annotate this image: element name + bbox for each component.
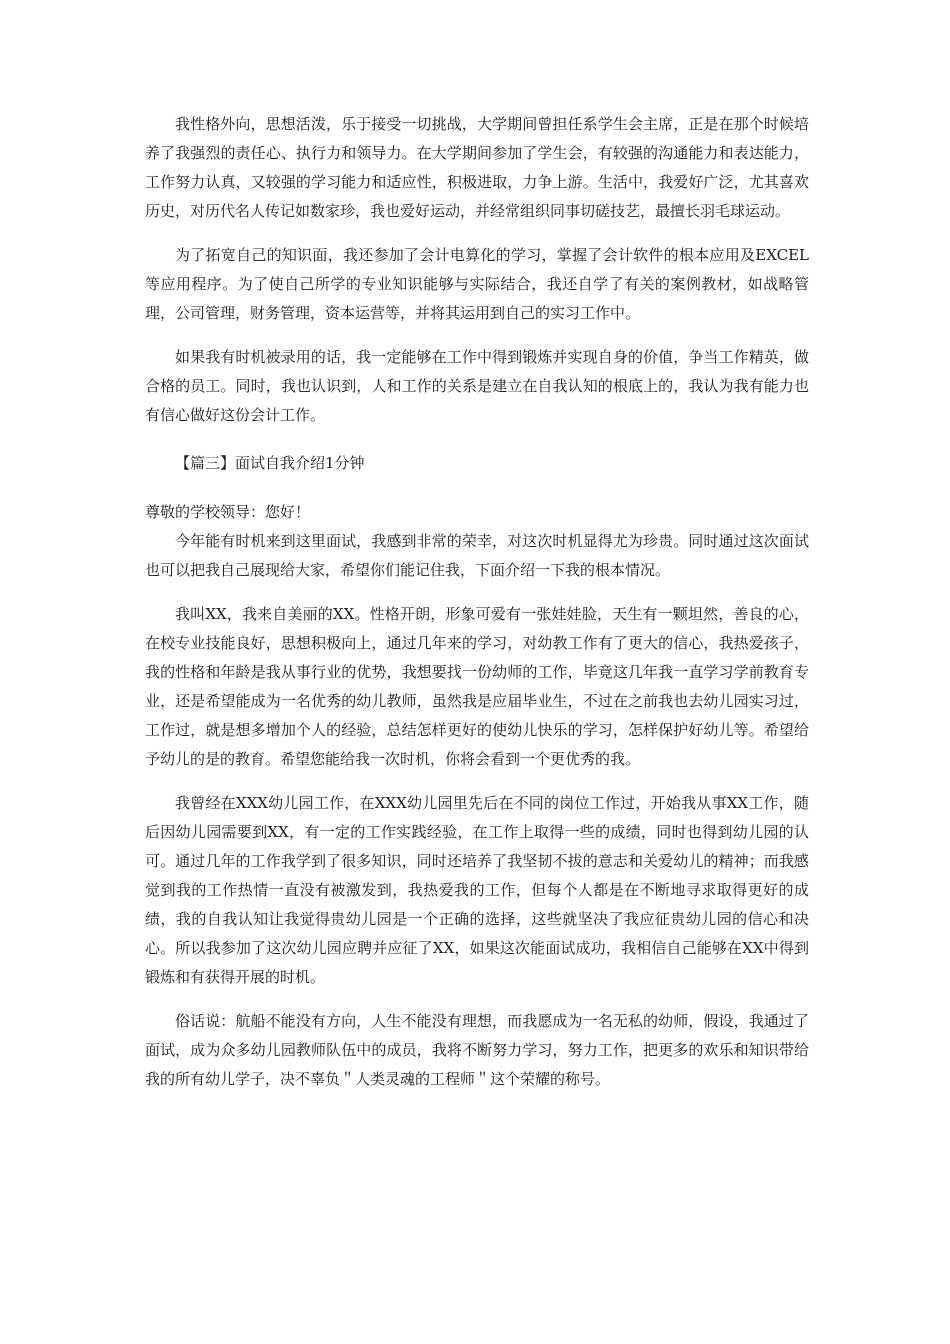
paragraph-personality: 我性格外向，思想活泼，乐于接受一切挑战，大学期间曾担任系学生会主席，正是在那个时候培养了我强烈的责任心、执行力和领导力。在大学期间参加了学生会，有较强的沟通能力和表达能力，工作努力认真，又较强的学习能力和适应性，积极进取，力争上游。生活中，我爱好广泛，尤其喜欢历史，对历代名人传记如数家珍，我也爱好运动，并经常组织同事切磋技艺，最擅长羽毛球运动。 xyxy=(145,115,809,220)
paragraph-intro: 今年能有时机来到这里面试，我感到非常的荣幸，对这次时机显得尤为珍贵。同时通过这次面试也可以把我自己展现给大家，希望你们能记住我，下面介绍一下我的根本情况。 xyxy=(145,532,809,579)
section-heading: 【篇三】面试自我介绍1分钟 xyxy=(175,454,365,472)
paragraph-knowledge: 为了拓宽自己的知识面，我还参加了会计电算化的学习，掌握了会计软件的根本应用及EXCEL等应用程序。为了使自己所学的专业知识能够与实际结合，我还自学了有关的案例教材，如战略管理，公司管理，财务管理，资本运营等，并将其运用到自己的实习工作中。 xyxy=(145,246,809,322)
paragraph-commitment: 如果我有时机被录用的话，我一定能够在工作中得到锻炼并实现自身的价值，争当工作精英，做合格的员工。同时，我也认识到，人和工作的关系是建立在自我认知的根底上的，我认为我有能力也有信心做好这份会计工作。 xyxy=(145,348,809,424)
document-page xyxy=(145,110,809,1109)
paragraph-work-experience: 我曾经在XXX幼儿园工作，在XXX幼儿园里先后在不同的岗位工作过，开始我从事XX工作，随后因幼儿园需要到XX，有一定的工作实践经验，在工作上取得一些的成绩，同时也得到幼儿园的认可。通过几年的工作我学到了很多知识，同时还培养了我坚韧不拔的意志和关爱幼儿的精神；而我感觉到我的工作热情一直没有被激发到，我热爱我的工作，但每个人都是在不断地寻求取得更好的成绩，我的自我认知让我觉得贵幼儿园是一个正确的选择，这些就坚决了我应征贵幼儿园的信心和决心。所以我参加了这次幼儿园应聘并应征了XX，如果这次能面试成功，我相信自己能够在XX中得到锻炼和有获得开展的时机。 xyxy=(145,794,809,986)
paragraph-closing: 俗话说：航船不能没有方向，人生不能没有理想，而我愿成为一名无私的幼师，假设，我通过了面试，成为众多幼儿园教师队伍中的成员，我将不断努力学习，努力工作，把更多的欢乐和知识带给我的所有幼儿学子，决不辜负＂人类灵魂的工程师＂这个荣耀的称号。 xyxy=(145,1012,809,1088)
salutation: 尊敬的学校领导：您好！ xyxy=(145,503,311,521)
paragraph-self-description: 我叫XX，我来自美丽的XX。性格开朗，形象可爱有一张娃娃脸，天生有一颗坦然，善良的心，在校专业技能良好，思想积极向上，通过几年来的学习，对幼教工作有了更大的信心，我热爱孩子，我的性格和年龄是我从事行业的优势，我想要找一份幼师的工作，毕竟这几年我一直学习学前教育专业，还是希望能成为一名优秀的幼儿教师，虽然我是应届毕业生，不过在之前我也去幼儿园实习过，工作过，就是想多增加个人的经验，总结怎样更好的使幼儿快乐的学习，怎样保护好幼儿等。希望给予幼儿的是的教育。希望您能给我一次时机，你将会看到一个更优秀的我。 xyxy=(145,605,809,768)
